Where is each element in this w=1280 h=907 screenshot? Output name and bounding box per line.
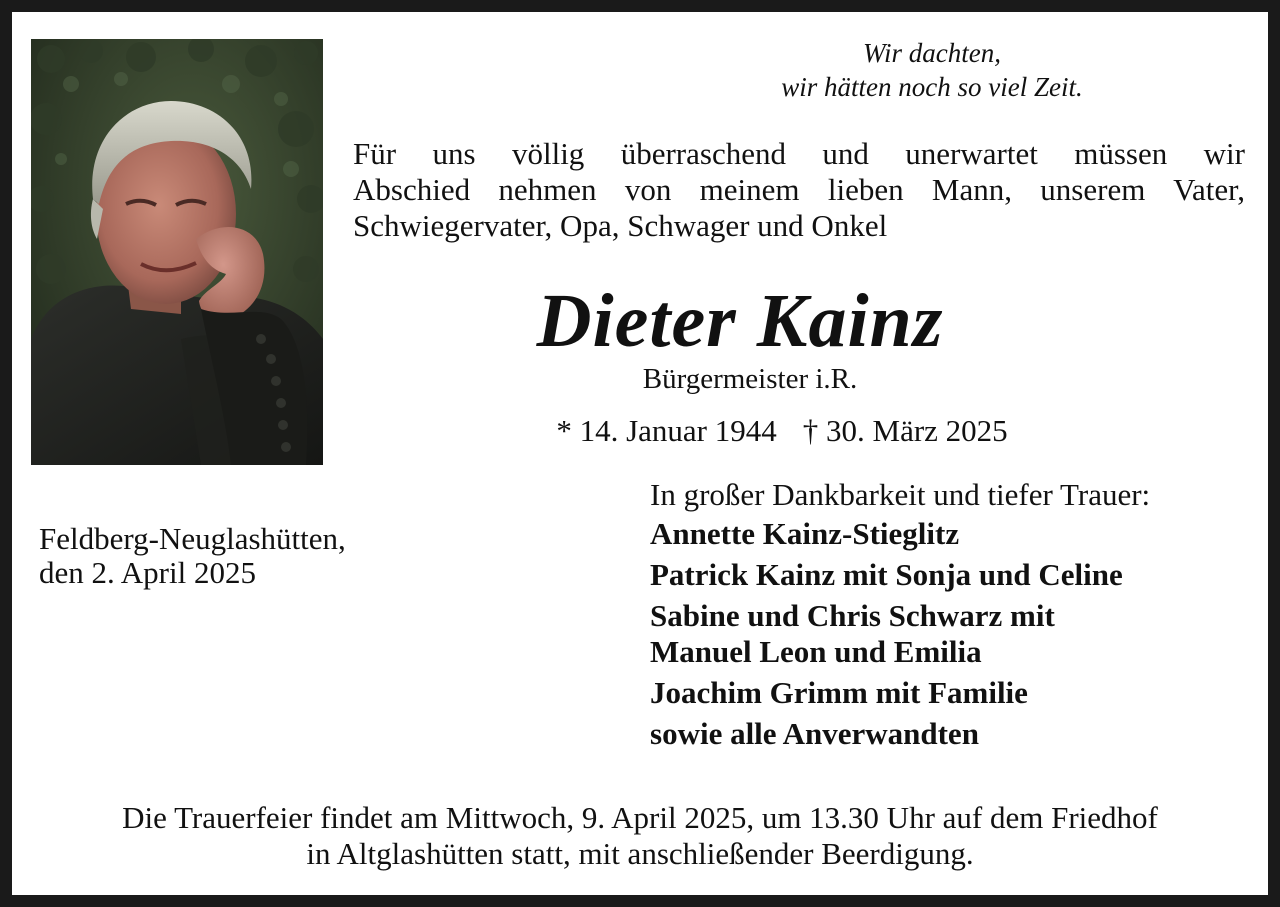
mourner-name: Manuel Leon und Emilia	[650, 634, 982, 669]
intro-line-1: Für uns völlig überraschend und unerwartet müssen wir	[353, 136, 1245, 171]
funeral-info	[22, 800, 1258, 872]
date-line: den 2. April 2025	[39, 555, 256, 590]
deceased-name: Dieter Kainz	[536, 279, 944, 363]
mourner-name: Patrick Kainz mit Sonja und Celine	[650, 557, 1123, 592]
motto-quote	[732, 36, 1132, 104]
funeral-line-1: Die Trauerfeier findet am Mittwoch, 9. April 2025, um 13.30 Uhr auf dem Friedhof	[122, 800, 1158, 835]
mourners-list	[650, 476, 1260, 757]
intro-text	[353, 136, 1245, 244]
mourners-lead: In großer Dankbarkeit und tiefer Trauer:	[650, 477, 1151, 512]
motto-line-2: wir hätten noch so viel Zeit.	[781, 72, 1083, 102]
death-date: † 30. März 2025	[802, 413, 1008, 448]
obituary-notice	[12, 12, 1268, 895]
mourner-name: Joachim Grimm mit Familie	[650, 675, 1028, 710]
mourner-name: sowie alle Anverwandten	[650, 716, 979, 751]
mourner-name: Annette Kainz-Stieglitz	[650, 516, 960, 551]
place-and-date	[39, 522, 346, 590]
life-dates	[482, 412, 1082, 450]
funeral-line-2: in Altglashütten statt, mit anschließender Beerdigung.	[306, 836, 974, 871]
intro-line-3: Schwiegervater, Opa, Schwager und Onkel	[353, 208, 888, 243]
birth-date: * 14. Januar 1944	[556, 413, 777, 448]
deceased-title: Bürgermeister i.R.	[642, 363, 858, 395]
intro-line-2: Abschied nehmen von meinem lieben Mann, unserem Vater,	[353, 172, 1245, 207]
portrait-image	[31, 39, 323, 465]
motto-line-1: Wir dachten,	[863, 38, 1001, 68]
portrait-photo	[31, 39, 323, 465]
mourner-name: Sabine und Chris Schwarz mit	[650, 598, 1055, 633]
place-line: Feldberg-Neuglashütten,	[39, 521, 346, 556]
